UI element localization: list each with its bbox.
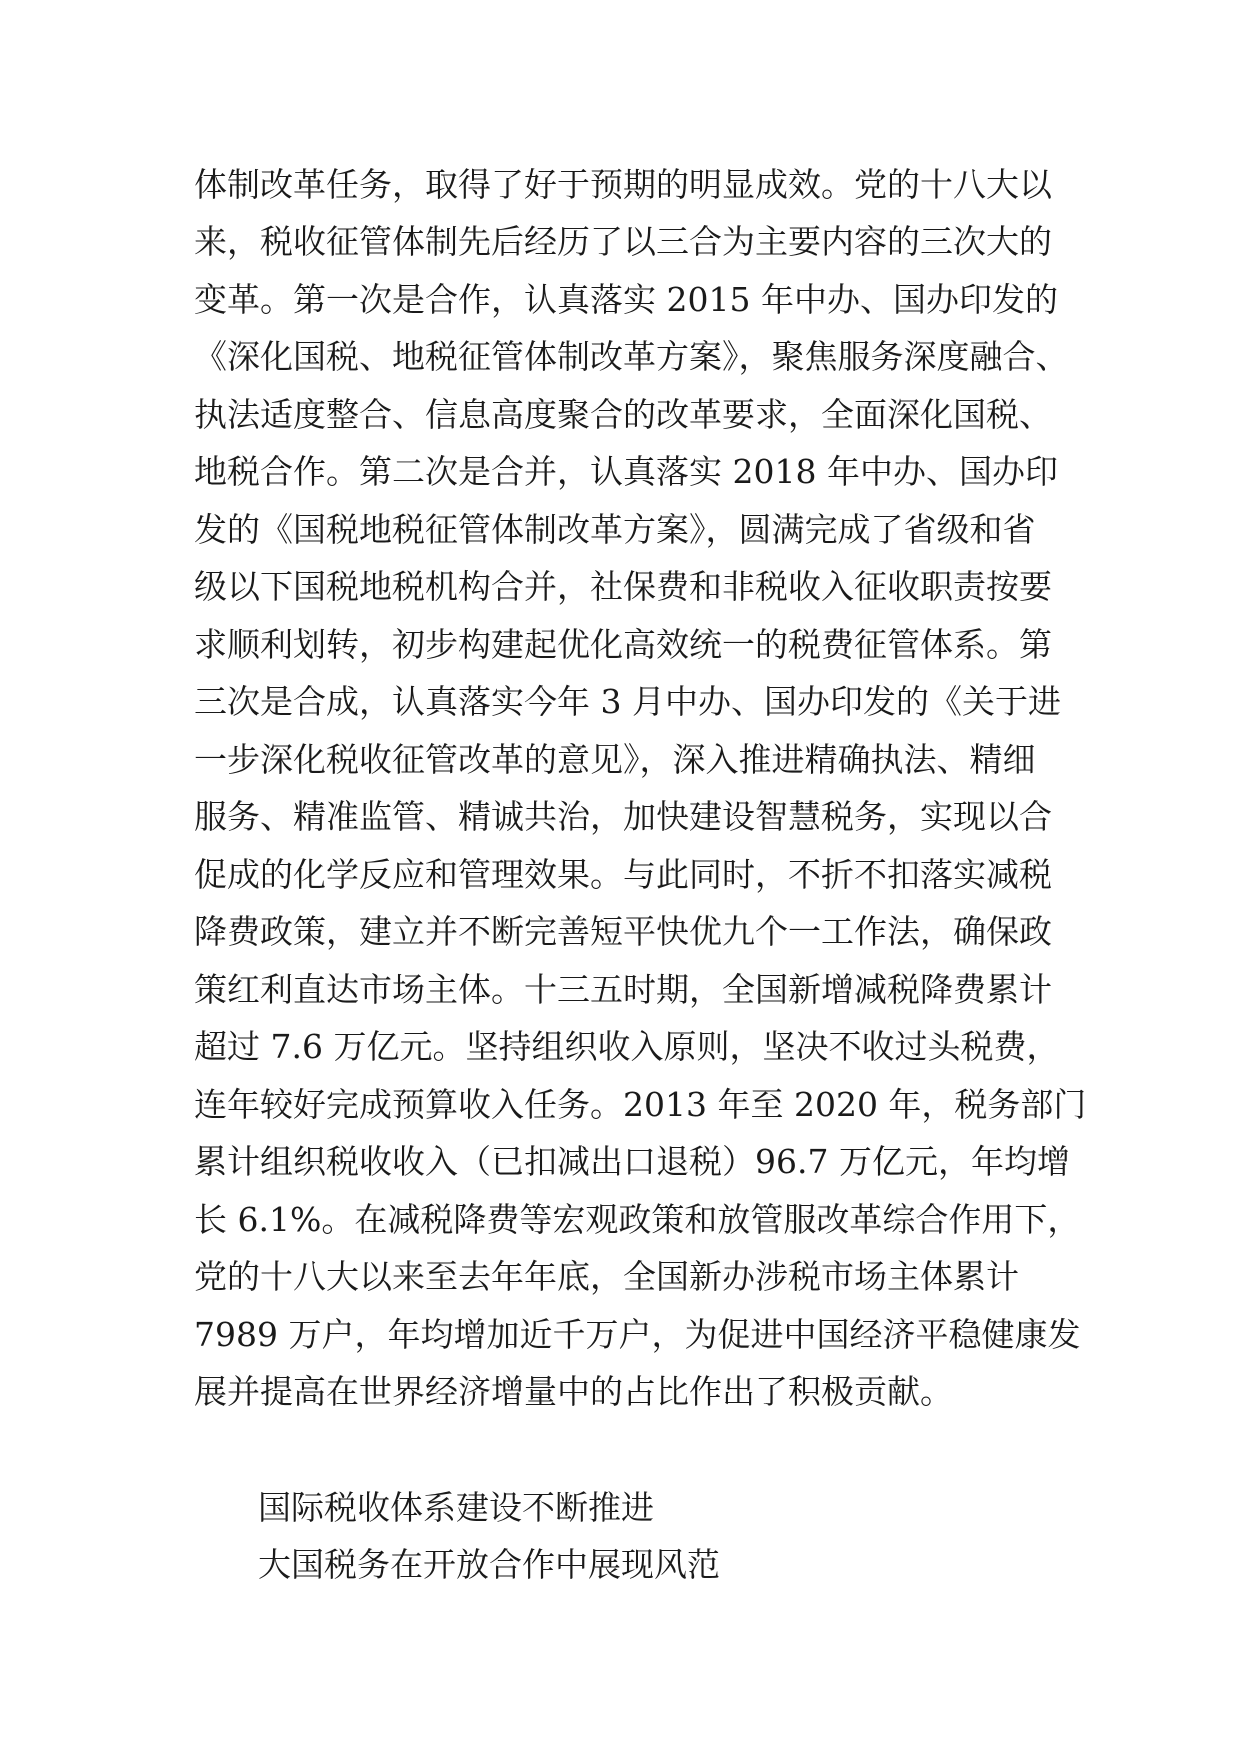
paragraph-line: 求顺利划转，初步构建起优化高效统一的税费征管体系。第 <box>194 625 1052 664</box>
paragraph-line: 《深化国税、地税征管体制改革方案》，聚焦服务深度融合、 <box>194 337 1069 376</box>
paragraph-line: 执法适度整合、信息高度聚合的改革要求，全面深化国税、 <box>194 395 1052 434</box>
paragraph-line: 一步深化税收征管改革的意见》，深入推进精确执法、精细 <box>194 740 1036 779</box>
paragraph-line: 展并提高在世界经济增量中的占比作出了积极贡献。 <box>194 1372 953 1411</box>
paragraph-line: 7989 万户，年均增加近千万户，为促进中国经济平稳健康发 <box>194 1315 1081 1354</box>
paragraph-line: 地税合作。第二次是合并，认真落实 2018 年中办、国办印 <box>194 452 1058 491</box>
paragraph-line: 来，税收征管体制先后经历了以三合为主要内容的三次大的 <box>194 222 1052 261</box>
paragraph-line: 累计组织税收收入（已扣减出口退税）96.7 万亿元，年均增 <box>194 1142 1070 1181</box>
paragraph-line: 超过 7.6 万亿元。坚持组织收入原则，坚决不收过头税费， <box>194 1027 1060 1066</box>
paragraph-line: 长 6.1%。在减税降费等宏观政策和放管服改革综合作用下， <box>194 1200 1081 1239</box>
section-heading: 国际税收体系建设不断推进 <box>258 1488 654 1527</box>
paragraph-line: 促成的化学反应和管理效果。与此同时，不折不扣落实减税 <box>194 855 1052 894</box>
paragraph-line: 级以下国税地税机构合并，社保费和非税收入征收职责按要 <box>194 567 1052 606</box>
paragraph-line: 策红利直达市场主体。十三五时期，全国新增减税降费累计 <box>194 970 1052 1009</box>
paragraph-line: 党的十八大以来至去年年底，全国新办涉税市场主体累计 <box>194 1257 1019 1296</box>
paragraph-line: 连年较好完成预算收入任务。2013 年至 2020 年，税务部门 <box>194 1085 1087 1124</box>
paragraph-line: 体制改革任务，取得了好于预期的明显成效。党的十八大以 <box>194 165 1052 204</box>
paragraph-line: 降费政策，建立并不断完善短平快优九个一工作法，确保政 <box>194 912 1052 951</box>
paragraph-line: 发的《国税地税征管体制改革方案》，圆满完成了省级和省 <box>194 510 1036 549</box>
paragraph-line: 服务、精准监管、精诚共治，加快建设智慧税务，实现以合 <box>194 797 1052 836</box>
paragraph-line: 三次是合成，认真落实今年 3 月中办、国办印发的《关于进 <box>194 682 1061 721</box>
paragraph-line: 变革。第一次是合作，认真落实 2015 年中办、国办印发的 <box>194 280 1058 319</box>
section-subheading: 大国税务在开放合作中展现风范 <box>258 1545 720 1584</box>
